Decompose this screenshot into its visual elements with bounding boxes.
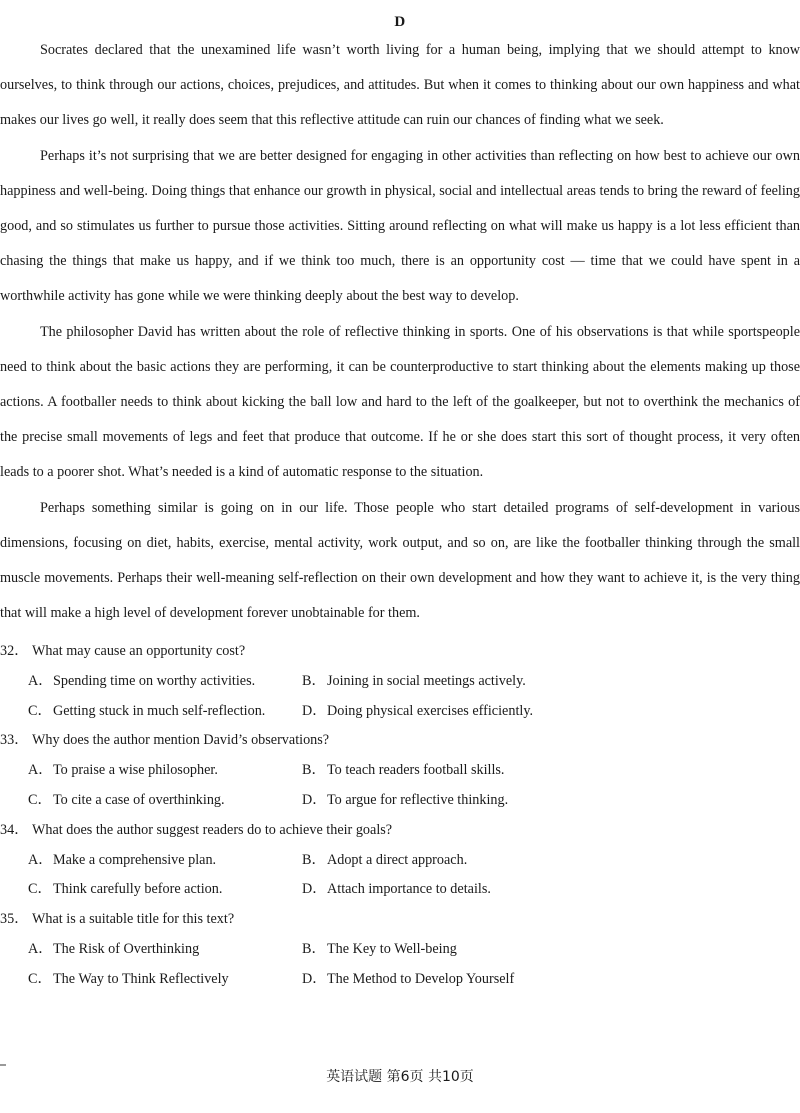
- option-text: Getting stuck in much self-reflection.: [53, 702, 266, 719]
- option-text: To cite a case of overthinking.: [53, 791, 225, 808]
- option-letter: D．: [302, 881, 327, 898]
- option-text: To argue for reflective thinking.: [327, 791, 509, 808]
- option-a: [28, 667, 255, 697]
- option-text: The Risk of Overthinking: [53, 940, 200, 957]
- option-text: To teach readers football skills.: [327, 762, 505, 779]
- question-stem: [0, 637, 800, 667]
- option-letter: D．: [302, 970, 327, 987]
- passage-paragraph: Perhaps something similar is going on in our life. Those people who start detailed programs of self-development in various dimensions, focusing on diet, habits, exercise, mental activity, work output, and so on, are like the footballer thinking through the small muscle movements. Perhaps their well-meaning self-reflection on their own development and how they want to achieve it, is the very thing that will make a high level of development forever unobtainable for them.: [0, 499, 800, 622]
- option-row: [0, 846, 800, 876]
- option-text: Make a comprehensive plan.: [53, 851, 217, 868]
- option-text: The Key to Well-being: [327, 940, 457, 957]
- option-letter: B．: [302, 762, 326, 779]
- option-letter: C．: [28, 881, 52, 898]
- option-letter: B．: [302, 851, 326, 868]
- question-text: What does the author suggest readers do to achieve their goals?: [32, 821, 393, 838]
- question-number: 33．: [0, 732, 29, 749]
- option-letter: D．: [302, 791, 327, 808]
- passage-paragraph: Perhaps it’s not surprising that we are better designed for engaging in other activities than reflecting on how best to achieve our own happiness and well-being. Doing things that enhance our growth in physical, social and intellectual areas tends to bring the reward of feeling good, and so stimulates us further to pursue those activities. Sitting around reflecting on what will make us happy is a lot less efficient than chasing the things that make us happy, and if we think too much, there is an opportunity cost — time that we could have spent in a worthwhile activity has gone while we were thinking deeply about the best way to develop.: [0, 147, 800, 305]
- option-letter: C．: [28, 791, 52, 808]
- option-letter: A．: [28, 851, 53, 868]
- option-row: [0, 697, 800, 727]
- option-letter: C．: [28, 702, 52, 719]
- option-text: Doing physical exercises efficiently.: [327, 702, 534, 719]
- option-text: Think carefully before action.: [53, 881, 223, 898]
- option-d: [302, 875, 491, 905]
- option-a: [28, 935, 199, 965]
- option-letter: A．: [28, 762, 53, 779]
- option-row: [0, 667, 800, 697]
- option-text: Attach importance to details.: [327, 881, 491, 898]
- question-number: 34．: [0, 821, 29, 838]
- option-letter: B．: [302, 940, 326, 957]
- question-stem: [0, 905, 800, 935]
- option-c: [28, 965, 229, 995]
- option-letter: A．: [28, 940, 53, 957]
- option-b: [302, 667, 526, 697]
- option-letter: C．: [28, 970, 52, 987]
- option-c: [28, 875, 222, 905]
- question-34: [0, 816, 800, 905]
- passage-paragraph: The philosopher David has written about the role of reflective thinking in sports. One of his observations is that while sportspeople need to think about the basic actions they are performing, it can be counterproductive to start thinking about the elements making up those actions. A footballer needs to think about kicking the ball low and hard to the left of the goalkeeper, but not to overthink the mechanics of the precise small movements of legs and feet that produce that outcome. If he or she does start this sort of thought process, it very often leads to a poorer shot. What’s needed is a kind of automatic response to the situation.: [0, 323, 800, 481]
- option-letter: B．: [302, 672, 326, 689]
- option-row: [0, 786, 800, 816]
- option-row: [0, 756, 800, 786]
- question-text: What may cause an opportunity cost?: [32, 643, 246, 659]
- option-c: [28, 697, 265, 727]
- option-text: The Method to Develop Yourself: [327, 970, 515, 987]
- option-b: [302, 756, 504, 786]
- option-row: [0, 935, 800, 965]
- question-text: What is a suitable title for this text?: [32, 911, 235, 928]
- option-row: [0, 965, 800, 995]
- option-b: [302, 846, 467, 876]
- option-a: [28, 756, 218, 786]
- question-stem: [0, 726, 800, 756]
- option-c: [28, 786, 225, 816]
- option-text: The Way to Think Reflectively: [53, 970, 229, 987]
- page-footer: 英语试题 第6页 共10页: [326, 1069, 474, 1085]
- option-b: [302, 935, 457, 965]
- question-number: 35．: [0, 911, 29, 928]
- question-32: [0, 637, 800, 726]
- question-stem: [0, 816, 800, 846]
- question-35: [0, 905, 800, 994]
- option-text: Spending time on worthy activities.: [53, 672, 256, 689]
- option-d: [302, 965, 514, 995]
- reading-passage: [0, 33, 800, 631]
- section-heading: D: [394, 14, 406, 30]
- option-row: [0, 875, 800, 905]
- question-33: [0, 726, 800, 815]
- option-d: [302, 786, 508, 816]
- question-number: 32．: [0, 643, 29, 659]
- option-text: Joining in social meetings actively.: [327, 672, 526, 689]
- option-d: [302, 697, 533, 727]
- question-text: Why does the author mention David’s observations?: [32, 732, 330, 749]
- question-list: [0, 637, 800, 995]
- passage-paragraph: Socrates declared that the unexamined life wasn’t worth living for a human being, implying that we should attempt to know ourselves, to think through our actions, choices, prejudices, and attitudes. But when it comes to thinking about our own happiness and what makes our lives go well, it really does seem that this reflective attitude can ruin our chances of finding what we seek.: [0, 42, 800, 129]
- option-a: [28, 846, 216, 876]
- option-letter: A．: [28, 672, 53, 689]
- option-letter: D．: [302, 702, 327, 719]
- option-text: To praise a wise philosopher.: [53, 762, 218, 779]
- option-text: Adopt a direct approach.: [327, 851, 468, 868]
